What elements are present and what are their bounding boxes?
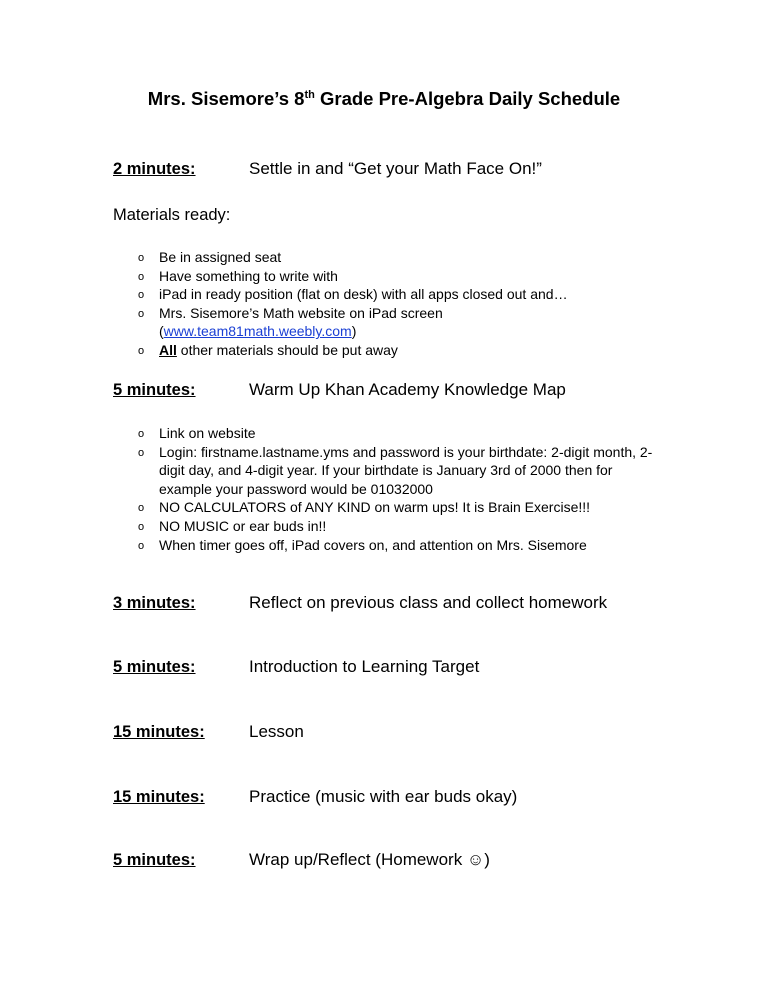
- bullet-icon: o: [138, 446, 145, 459]
- list-item: o Have something to write with: [138, 267, 658, 286]
- activity-label: Warm Up Khan Academy Knowledge Map: [249, 380, 566, 399]
- duration-label: 5 minutes:: [113, 658, 196, 676]
- duration-label: 3 minutes:: [113, 594, 196, 612]
- bullet-icon: o: [138, 539, 145, 552]
- activity-label: Settle in and “Get your Math Face On!”: [249, 159, 542, 178]
- bullet-icon: o: [138, 270, 145, 283]
- list-item: o All other materials should be put away: [138, 341, 658, 360]
- list-item: o NO CALCULATORS of ANY KIND on warm ups! It is Brain Exercise!!!: [138, 498, 658, 517]
- emphasis-text: All: [159, 341, 177, 358]
- bullet-icon: o: [138, 252, 145, 264]
- list-item: o Mrs. Sisemore’s Math website on iPad screen (www.team81math.weebly.com): [138, 304, 443, 340]
- bullet-icon: o: [138, 428, 145, 440]
- materials-heading: Materials ready:: [113, 206, 231, 224]
- bullet-icon: o: [138, 502, 145, 515]
- bullet-icon: o: [138, 520, 145, 533]
- list-item: o When timer goes off, iPad covers on, and attention on Mrs. Sisemore: [138, 536, 658, 555]
- duration-label: 15 minutes:: [113, 788, 205, 806]
- activity-label: Introduction to Learning Target: [249, 657, 480, 676]
- activity-label: Practice (music with ear buds okay): [249, 787, 518, 806]
- duration-label: 2 minutes:: [113, 160, 196, 178]
- warmup-list: [138, 424, 658, 554]
- list-item: o Link on website: [138, 424, 658, 443]
- list-item: o Login: firstname.lastname.yms and password is your birthdate: 2-digit month, 2-digit day, and 4-digit year. If your birthdate is January 3rd of 2000 then for example your password would be 01032000: [138, 443, 653, 497]
- ordinal-suffix: th: [304, 88, 315, 101]
- duration-label: 15 minutes:: [113, 723, 205, 741]
- page-title: Mrs. Sisemore’s 8th Grade Pre-Algebra Daily Schedule: [147, 88, 621, 109]
- activity-label: Reflect on previous class and collect homework: [249, 593, 608, 612]
- bullet-icon: o: [138, 344, 145, 357]
- duration-label: 5 minutes:: [113, 851, 196, 869]
- activity-label: Lesson: [249, 722, 304, 741]
- bullet-icon: o: [138, 289, 145, 302]
- activity-label: Wrap up/Reflect (Homework ☺): [249, 850, 490, 869]
- website-link[interactable]: www.team81math.weebly.com: [163, 323, 352, 340]
- list-item: o NO MUSIC or ear buds in!!: [138, 517, 658, 536]
- list-item: o Be in assigned seat: [138, 248, 658, 267]
- bullet-icon: o: [138, 307, 145, 320]
- duration-label: 5 minutes:: [113, 381, 196, 399]
- list-item: o iPad in ready position (flat on desk) with all apps closed out and…: [138, 285, 658, 304]
- materials-list: [138, 248, 658, 360]
